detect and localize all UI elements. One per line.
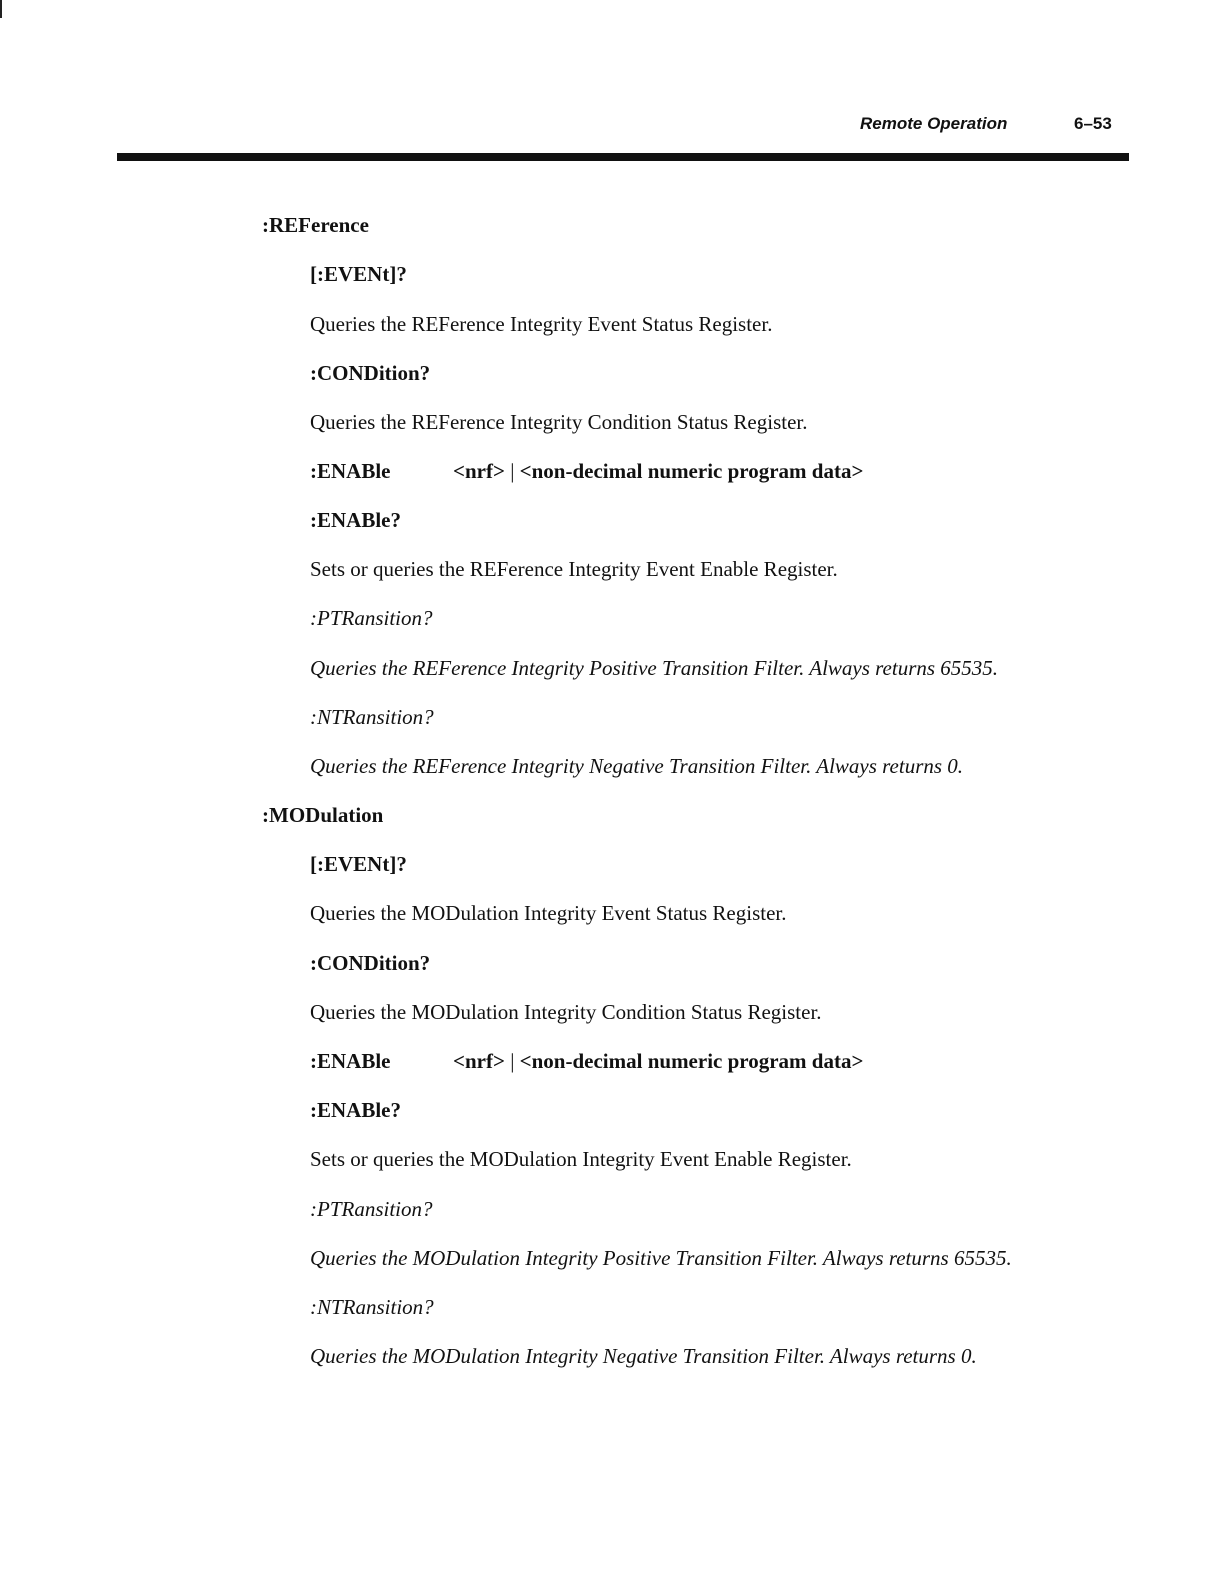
modulation-enable-query-command: :ENABle? xyxy=(310,1098,401,1122)
reference-condition-command: :CONDition? xyxy=(310,361,431,385)
reference-ptransition-command: :PTRansition? xyxy=(310,606,433,630)
scan-edge-mark xyxy=(0,0,2,18)
modulation-ptransition-command: :PTRansition? xyxy=(310,1197,433,1221)
reference-enable-param-nrf: <nrf> xyxy=(453,459,505,483)
modulation-event-description: Queries the MODulation Integrity Event Status Register. xyxy=(310,901,787,925)
reference-enable-param-separator: | xyxy=(510,459,515,483)
modulation-event-command: [:EVENt]? xyxy=(310,852,407,876)
modulation-enable-param-nondecimal: <non-decimal numeric program data> xyxy=(519,1049,864,1073)
reference-condition-description: Queries the REFerence Integrity Condition Status Register. xyxy=(310,410,808,434)
reference-group-heading: :REFerence xyxy=(262,213,369,237)
modulation-enable-parameters xyxy=(453,1048,863,1074)
modulation-enable-description: Sets or queries the MODulation Integrity Event Enable Register. xyxy=(310,1147,852,1171)
reference-enable-description: Sets or queries the REFerence Integrity Event Enable Register. xyxy=(310,557,838,581)
reference-event-command: [:EVENt]? xyxy=(310,262,407,286)
modulation-enable-param-separator: | xyxy=(510,1049,515,1073)
running-header-title: Remote Operation xyxy=(860,114,1008,133)
modulation-condition-command: :CONDition? xyxy=(310,951,431,975)
modulation-condition-description: Queries the MODulation Integrity Condition Status Register. xyxy=(310,1000,822,1024)
modulation-group-heading: :MODulation xyxy=(262,803,384,827)
modulation-enable-label: :ENABle xyxy=(310,1049,391,1073)
modulation-ntransition-command: :NTRansition? xyxy=(310,1295,434,1319)
modulation-enable-command xyxy=(310,1048,864,1074)
reference-event-description: Queries the REFerence Integrity Event Status Register. xyxy=(310,312,773,336)
modulation-enable-param-nrf: <nrf> xyxy=(453,1049,505,1073)
header-rule xyxy=(117,153,1129,161)
reference-enable-query-command: :ENABle? xyxy=(310,508,401,532)
reference-ptransition-description: Queries the REFerence Integrity Positive Transition Filter. Always returns 65535. xyxy=(310,656,999,680)
reference-enable-command xyxy=(310,458,864,484)
reference-enable-param-nondecimal: <non-decimal numeric program data> xyxy=(519,459,864,483)
reference-enable-label: :ENABle xyxy=(310,459,391,483)
reference-ntransition-description: Queries the REFerence Integrity Negative Transition Filter. Always returns 0. xyxy=(310,754,964,778)
modulation-ntransition-description: Queries the MODulation Integrity Negative Transition Filter. Always returns 0. xyxy=(310,1344,977,1368)
modulation-ptransition-description: Queries the MODulation Integrity Positive Transition Filter. Always returns 65535. xyxy=(310,1246,1012,1270)
reference-ntransition-command: :NTRansition? xyxy=(310,705,434,729)
page-number: 6–53 xyxy=(1074,114,1112,133)
reference-enable-parameters xyxy=(453,458,863,484)
